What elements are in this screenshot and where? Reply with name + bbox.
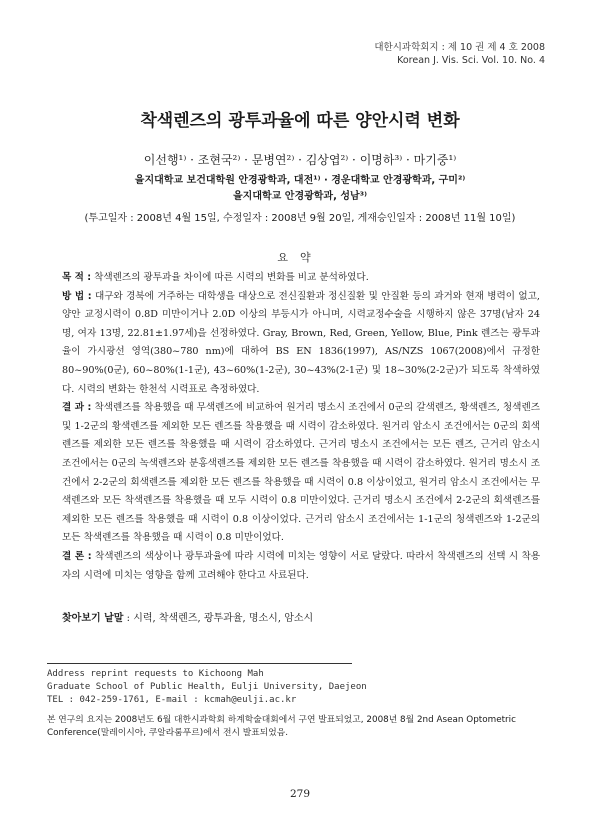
methods-label: 방 법 :	[62, 290, 92, 302]
results-label: 결 과 :	[62, 402, 92, 414]
affiliation-line-1: 을지대학교 보건대학원 안경광학과, 대전¹⁾ · 경운대학교 안경광학과, 구미²⁾	[134, 175, 466, 186]
conclusion-label: 결 론 :	[62, 550, 92, 562]
results-text: 착색렌즈를 착용했을 때 무색렌즈에 비교하여 원거리 명소시 조건에서 0군의 갈색렌즈, 황색렌즈, 청색렌즈 및 1-2군의 황색렌즈를 제외한 모든 렌즈를 착용했을 때 시력이 감소하였다. 원거리 암소시 조건에서는 0군의 회색렌즈를 제외한 모든 렌즈를 착용했을 때 시력이 감소하였다. 근거리 명소시 조건에서는 모든 렌즈, 근거리 암소시 조건에서는 0군의 녹색렌즈와 분홍색렌즈를 제외한 모든 렌즈를 착용했을 때 시력이 감소하였다. 원거리 명소시 조건에서 2-2군의 회색렌즈를 제외한 모든 렌즈를 착용했을 때 시력이 0.8 이상이었고, 원거리 암소시 조건에서는 무색렌즈와 모든 착색렌즈를 착용했을 때 모두 시력이 0.8 미만이었다. 근거리 명소시 조건에서 2-2군의 회색렌즈를 제외한 모든 렌즈를 착용했을 때 시력이 0.8 이상이었다. 근거리 암소시 조건에서는 1-1군의 청색렌즈와 1-2군의 모든 착색렌즈를 착용했을 때 시력이 0.8 미만이었다.	[62, 402, 540, 544]
abstract-body	[62, 269, 540, 585]
abstract-heading: 요약	[277, 251, 323, 264]
methods-text: 대구와 경북에 거주하는 대학생을 대상으로 전신질환과 정신질환 및 안질환 등의 과거와 현재 병력이 없고, 양안 교정시력이 0.8D 미만이거나 2.0D 이상의 부등시가 아니며, 시력교정수술을 시행하지 않은 37명(남자 24명, 여자 13명, 22.81±1.97세)을 선정하였다. Gray, Brown, Red, Green, Yellow, Blue, Pink 렌즈는 광투과율이 가시광선 영역(380~780 nm)에 대하여 BS EN 1836(1997), AS/NZS 1067(2008)에서 규정한 80~90%(0군), 60~80%(1-1군), 43~60%(1-2군), 30~43%(2-1군) 및 18~30%(2-2군)가 되도록 착색하였다. 시력의 변화는 한천석 시력표로 측정하였다.	[62, 290, 540, 395]
abstract-results	[62, 399, 540, 548]
purpose-label: 목 적 :	[62, 272, 92, 283]
correspondence-footnote	[47, 668, 367, 707]
page-number: 279	[289, 788, 311, 800]
journal-header	[374, 41, 545, 67]
abstract-purpose	[62, 269, 540, 288]
keywords-label: 찾아보기 낱말	[62, 613, 124, 624]
conclusion-text: 착색렌즈의 색상이나 광투과율에 따라 시력에 미치는 영향이 서로 달랐다. 따라서 착색렌즈의 선택 시 착용자의 시력에 미치는 영향을 함께 고려해야 한다고 사료된다.	[62, 550, 540, 581]
journal-line-english: Korean J. Vis. Sci. Vol. 10. No. 4	[397, 55, 545, 66]
footnote-line-2: Graduate School of Public Health, Eulji University, Daejeon	[47, 682, 367, 692]
keywords	[62, 609, 540, 624]
submission-dates: (투고일자 : 2008년 4월 15일, 수정일자 : 2008년 9월 20일, 게재승인일자 : 2008년 11월 10일)	[84, 213, 516, 224]
footnote-line-3: TEL : 042-259-1761, E-mail : kcmah@eulji.ac.kr	[47, 695, 297, 705]
author-list: 이선행¹⁾ · 조현국²⁾ · 문병연²⁾ · 김상엽²⁾ · 이명하³⁾ · 마기중¹⁾	[143, 153, 457, 167]
footnote-line-1: Address reprint requests to Kichoong Mah	[47, 669, 264, 679]
abstract-conclusion	[62, 548, 540, 585]
journal-line-korean: 대한시과학회지 : 제 10 권 제 4 호 2008	[374, 42, 545, 53]
footnote-divider	[47, 663, 352, 664]
purpose-text: 착색렌즈의 광투과율 차이에 따른 시력의 변화를 비교 분석하였다.	[94, 272, 369, 283]
keywords-value: : 시력, 착색렌즈, 광투과율, 명소시, 암소시	[126, 613, 314, 624]
presentation-note: 본 연구의 요지는 2008년도 6월 대한시과학회 하계학술대회에서 구연 발표되었고, 2008년 8월 2nd Asean Optometric Conference(말레이시아, 쿠알라룸푸르)에서 전시 발표되었음.	[47, 715, 516, 738]
abstract-methods	[62, 288, 540, 400]
paper-title: 착색렌즈의 광투과율에 따른 양안시력 변화	[140, 111, 460, 131]
affiliation-line-2: 을지대학교 안경광학과, 성남³⁾	[233, 191, 367, 202]
